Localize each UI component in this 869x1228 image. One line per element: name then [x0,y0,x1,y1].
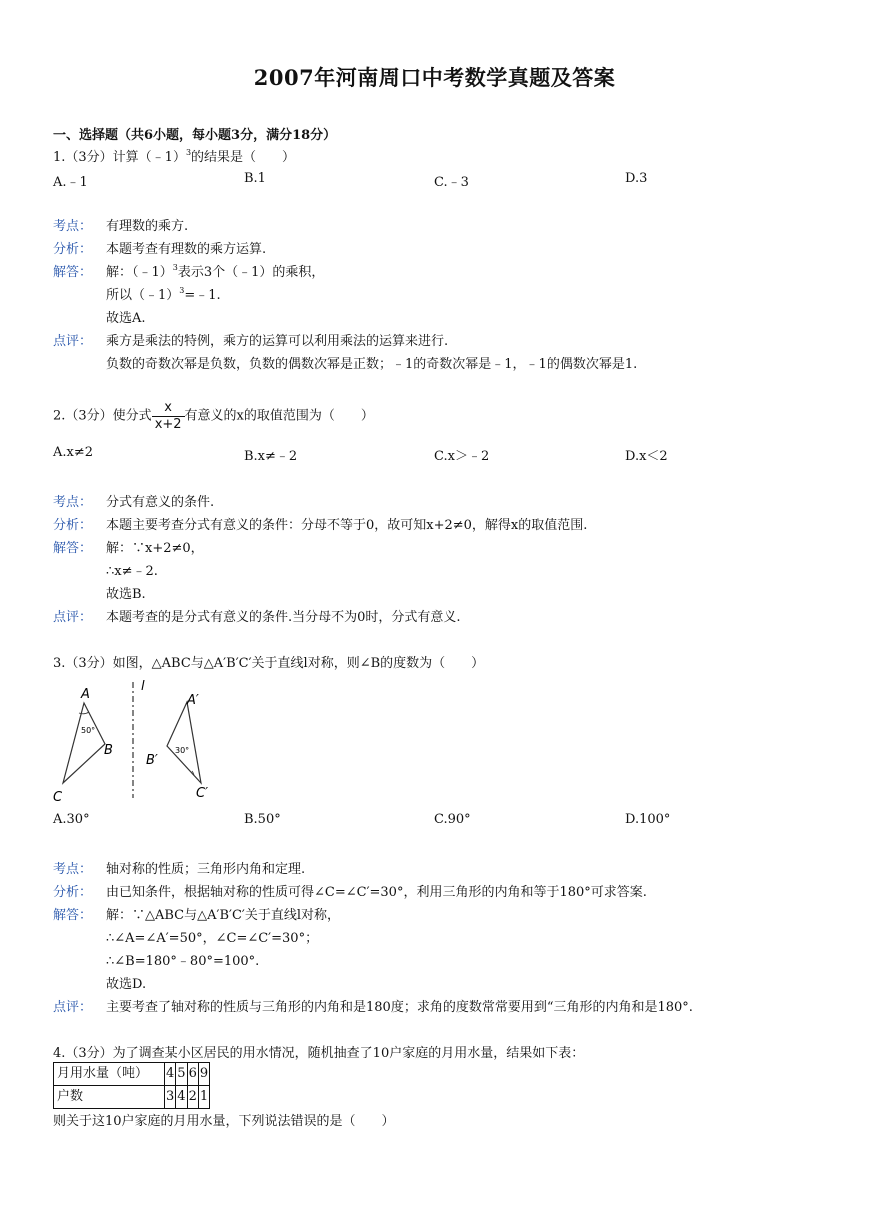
q1-fenxi-label: 分析： [53,242,93,257]
label-b-prime: B′ [146,753,158,768]
table-cell: 2 [187,1086,198,1109]
q1-jieda-line3: 故选A. [106,311,146,326]
q1-jieda-line1: 解：（﹣1）$^3$表示3个（﹣1）的乘积， [106,263,325,280]
q3-jieda-line3: ∴∠B=180°﹣80°=100°. [106,954,260,969]
q2-jieda-label: 解答： [53,541,93,556]
q2-dianping-label: 点评： [53,610,93,625]
page-title: 2007年河南周口中考数学真题及答案 [253,65,616,90]
triangle-abc [63,703,105,783]
q2-fenxi-label: 分析： [53,518,93,533]
angle-a-prime-label: 30° [175,746,190,755]
label-c: C [53,790,63,805]
table-cell: 9 [198,1063,209,1086]
q3-fenxi-label: 分析： [53,885,93,900]
q2-stem: 2.（3分）使分式 $\frac{x}{x+2}$ 有意义的x的取值范围为（ ） [53,400,374,432]
q1-kaodian: 有理数的乘方. [106,219,189,234]
q1-jieda-line2: 所以（﹣1）$^3$=﹣1. [106,286,221,303]
q3-stem: 3.（3分）如图，△ABC与△A′B′C′关于直线l对称，则∠B的度数为（ ） [53,656,485,671]
q1-dianping-line1: 乘方是乘法的特例，乘方的运算可以利用乘法的运算来进行. [106,334,449,349]
q1-fenxi: 本题考查有理数的乘方运算. [106,242,267,257]
angle-a-label: 50° [81,726,96,735]
q3-option-b: B.50° [244,812,281,827]
q2-fraction: $\frac{x}{x+2}$ [152,400,185,433]
q2-kaodian-label: 考点： [53,495,93,510]
section-heading: 一、选择题（共6小题，每小题3分，满分18分） [53,128,337,143]
table-row [54,1063,210,1086]
q3-dianping: 主要考查了轴对称的性质与三角形的内角和是180度；求角的度数常常要用到“三角形的内角和是180°. [106,1000,693,1015]
q3-jieda-line1: 解：∵△ABC与△A′B′C′关于直线l对称， [106,908,341,923]
table-cell: 1 [198,1086,209,1109]
q4-stem: 4.（3分）为了调查某小区居民的用水情况，随机抽查了10户家庭的月用水量，结果如下表： [53,1046,585,1061]
q2-option-a: A.x≠2 [53,445,94,460]
q2-jieda-line1: 解：∵x+2≠0， [106,541,204,556]
table-cell: 4 [176,1086,187,1109]
table-cell: 5 [176,1063,187,1086]
q1-kaodian-label: 考点： [53,219,93,234]
triangle-a2b2c2 [167,702,201,783]
table-cell: 4 [165,1063,176,1086]
q1-option-c: C.﹣3 [434,175,469,190]
q1-jieda-label: 解答： [53,265,93,280]
table-cell: 月用水量（吨） [54,1063,165,1086]
q3-kaodian: 轴对称的性质；三角形内角和定理. [106,862,306,877]
q3-option-a: A.30° [53,812,90,827]
label-a-prime: A′ [187,693,199,708]
q2-option-c: C.x＞﹣2 [434,449,490,464]
table-row [54,1086,210,1109]
q2-kaodian: 分式有意义的条件. [106,495,215,510]
table-cell: 户数 [54,1086,165,1109]
q3-triangle-figure [48,674,220,806]
q2-jieda-line3: 故选B. [106,587,146,602]
q3-kaodian-label: 考点： [53,862,93,877]
q1-option-d: D.3 [625,171,648,186]
q2-dianping: 本题考查的是分式有意义的条件.当分母不为0时，分式有意义. [106,610,461,625]
q4-after-table: 则关于这10户家庭的月用水量，下列说法错误的是（ ） [53,1114,395,1129]
q3-fenxi: 由已知条件，根据轴对称的性质可得∠C=∠C′=30°，利用三角形的内角和等于180°可求答案. [106,885,647,900]
q3-option-d: D.100° [625,812,671,827]
q1-stem: 1.（3分）计算（﹣1）$^3$的结果是（ ） [53,148,296,165]
label-l: l [141,679,145,694]
table-cell: 6 [187,1063,198,1086]
q1-option-a: A.﹣1 [53,175,88,190]
label-c-prime: C′ [196,786,209,801]
q1-option-b: B.1 [244,171,266,186]
q2-option-d: D.x＜2 [625,449,668,464]
water-usage-table [53,1062,210,1109]
q3-jieda-label: 解答： [53,908,93,923]
q3-option-c: C.90° [434,812,471,827]
label-b: B [104,743,113,758]
q3-dianping-label: 点评： [53,1000,93,1015]
table-cell: 3 [165,1086,176,1109]
q2-jieda-line2: ∴x≠﹣2. [106,564,158,579]
q2-fenxi: 本题主要考查分式有意义的条件：分母不等于0，故可知x+2≠0，解得x的取值范围. [106,518,588,533]
label-a: A [81,687,90,702]
q2-option-b: B.x≠﹣2 [244,449,298,464]
q1-dianping-line2: 负数的奇数次幂是负数，负数的偶数次幂是正数；﹣1的奇数次幂是﹣1，﹣1的偶数次幂是1. [106,357,638,372]
q3-jieda-line2: ∴∠A=∠A′=50°，∠C=∠C′=30°； [106,931,319,946]
q1-dianping-label: 点评： [53,334,93,349]
q3-jieda-line4: 故选D. [106,977,147,992]
